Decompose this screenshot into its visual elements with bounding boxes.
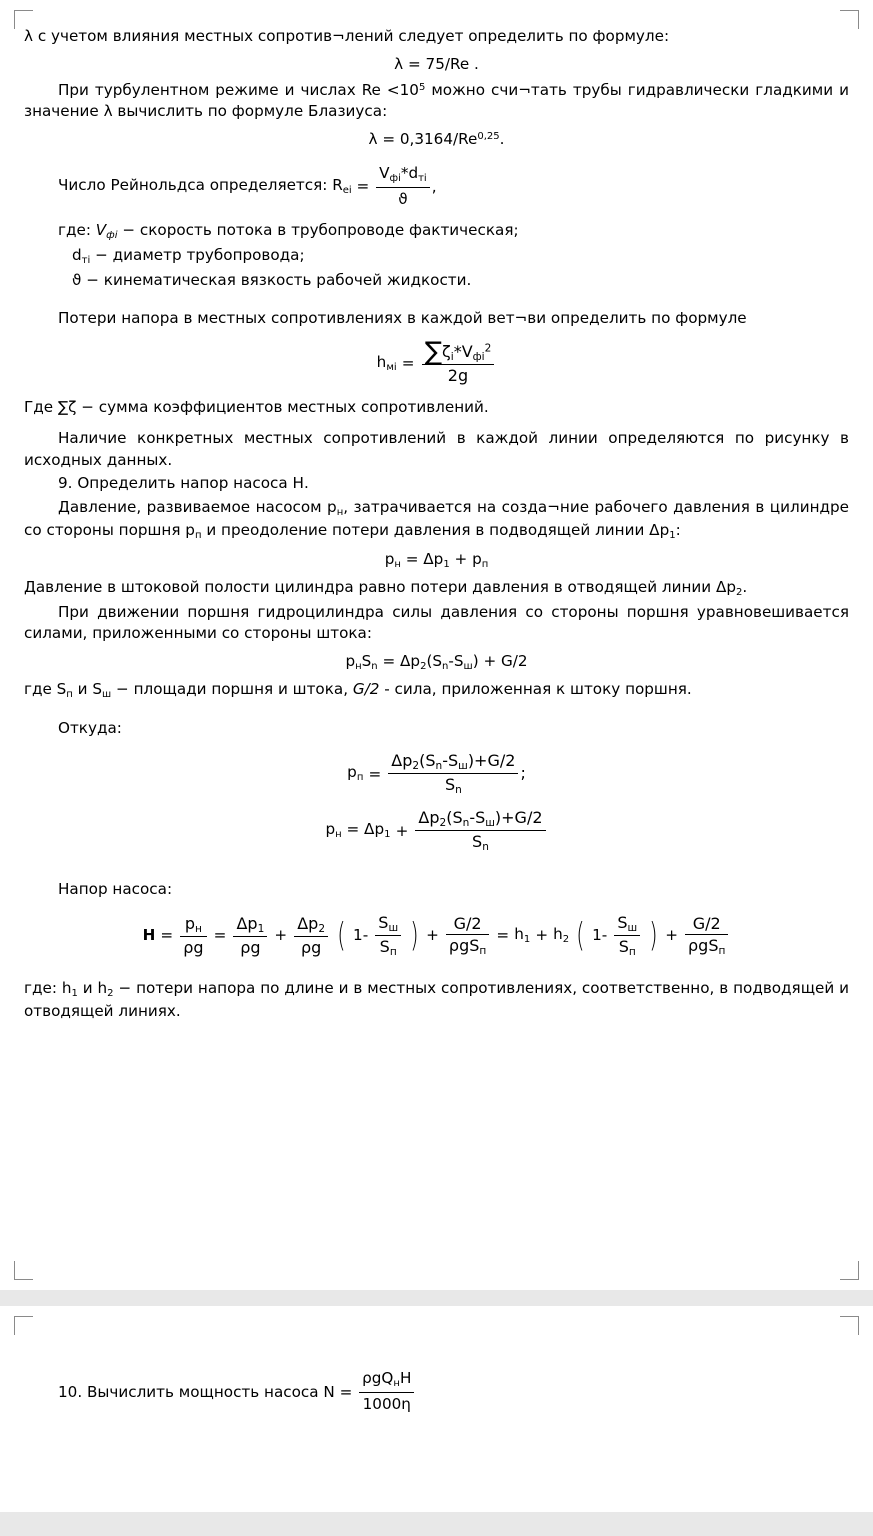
equation-local-losses: $h_{мi}$ = $\frac{\sum\zeta_i*V_{фi}^2}{2g}$ <box>24 342 849 385</box>
sup-exponent-5: 5 <box>418 81 426 93</box>
paren-open-2: ( <box>576 916 585 954</box>
fraction-g2-rhogsp-2: $\frac{G/2}{\rho gS_п}$ <box>685 914 728 957</box>
fraction-pump-power: $\frac{\rho gQ_нH}{1000\eta}$ <box>359 1368 414 1416</box>
fraction-pn-2: $\frac{\Delta p_2(S_n-S_ш)+G/2}{S_n}$ <box>415 808 545 853</box>
paren-close-2: ) <box>649 916 658 954</box>
sup-exponent-025: 0,25 <box>477 130 500 142</box>
paragraph-pump-head-label: Напор насоса: <box>58 880 173 899</box>
fraction-ssh-sp-2: $\frac{S_ш}{S_п}$ <box>614 913 640 958</box>
paragraph-item-10: 10. Вычислить мощность насоса N = $\frac{\rho gQ_нH}{1000\eta}$ <box>24 1368 849 1416</box>
fraction-dp1-rhog: $\frac{\Delta p_1}{\rho g}$ <box>233 914 267 957</box>
paragraph-specific-resistances: Наличие конкретных местных сопротивлений в каждой линии определяются по рисунку в исходных данных. <box>24 429 849 469</box>
paragraph-otkuda: Откуда: <box>58 718 122 737</box>
paragraph-turbulent-mode <box>24 80 849 123</box>
reynolds-label: Число Рейнольдса определяется: $R_{ei}$ <box>58 176 352 196</box>
equation-lambda-75re: λ = 75/Re . <box>394 54 479 73</box>
sigma-symbol: ∑ <box>424 336 443 367</box>
text-turbulent-a: При турбулентном режиме и числах Re <10 <box>58 80 419 99</box>
paragraph-piston-motion: При движении поршня гидроцилиндра силы давления со стороны поршня уравновешивается силами, приложенными со стороны штока: <box>24 602 849 643</box>
crop-mark-bottom-right <box>840 1261 859 1280</box>
paragraph-where-nu: ϑ − кинематическая вязкость рабочей жидкости. <box>72 271 472 290</box>
fraction-reynolds: $\frac{V_{фi}*d_{тi}}{ϑ}$ <box>376 163 430 211</box>
equation-pn-solved: $р_п$ = $\frac{\Delta p_2(S_n-S_ш)+G/2}{S_n}$ ; <box>347 751 526 797</box>
equation-blasius: λ = 0,3164/Re$^{0,25}$. <box>368 129 505 148</box>
head-symbol: H <box>142 926 156 944</box>
fraction-ssh-sp-1: $\frac{S_ш}{S_п}$ <box>375 913 401 958</box>
paragraph-sum-zeta: Где ∑ζ − сумма коэффициентов местных сопротивлений. <box>24 397 489 416</box>
text-turbulent-b: можно счи¬тать трубы гидравлически гладкими и значение λ вычислить по формуле Блазиуса: <box>24 80 849 121</box>
fraction-g2-rhogsp-1: $\frac{G/2}{\rho gS_п}$ <box>446 914 489 957</box>
paren-close-1: ) <box>410 916 419 954</box>
paragraph-h1-h2-note: где: $h_1$ и $h_2$ − потери напора по длине и в местных сопротивлениях, соответственно, в подводящей и отводящей линиях. <box>24 978 849 1020</box>
paragraph-areas-note: где $S_п$ и $S_ш$ − площади поршня и штока, G/2 - сила, приложенная к штоку поршня. <box>24 679 692 700</box>
paragraph-reynolds: Число Рейнольдса определяется: $R_{ei}$ = $\frac{V_{фi}*d_{тi}}{ϑ}$ , <box>24 163 849 211</box>
crop-mark-top-left-p2 <box>14 1316 33 1335</box>
paragraph-rod-cavity: Давление в штоковой полости цилиндра равно потери давления в отводящей линии $\Delta р_2$. <box>24 577 748 598</box>
fraction-hm: $\frac{\sum\zeta_i*V_{фi}^2}{2g}$ <box>422 342 495 385</box>
paragraph-where-label: где: $V_{фi}$ − скорость потока в трубопроводе фактическая; <box>58 221 519 242</box>
fraction-pn-rhog: $\frac{р_н}{\rho g}$ <box>180 914 206 957</box>
equation-force-balance: $р_нS_n = \Delta р_2(S_n-S_ш) + G/2$ <box>345 651 528 672</box>
paragraph-item-9: 9. Определить напор насоса Н. <box>58 474 309 493</box>
crop-mark-bottom-left <box>14 1261 33 1280</box>
crop-mark-top-right-p2 <box>840 1316 859 1335</box>
equation-pn-sum: $р_н = \Delta р_1 + р_п$ <box>384 549 489 570</box>
page-separator <box>0 1290 873 1306</box>
equation-pump-pressure-solved: $р_н = \Delta р_1$ + $\frac{\Delta p_2(S_n-S_ш)+G/2}{S_n}$ <box>24 808 849 853</box>
document-page-2 <box>0 1306 873 1512</box>
paragraph-pump-pressure: Давление, развиваемое насосом $р_н$, затрачивается на созда¬ние рабочего давления в цилиндре со стороны поршня $р_п$ и преодоление потери давления в подводящей линии $\Delta р_1$: <box>24 497 849 541</box>
paragraph-where-d: $d_{тi}$ − диаметр трубопровода; <box>72 246 305 267</box>
paren-open-1: ( <box>337 916 346 954</box>
paragraph-lambda-intro: λ с учетом влияния местных сопротив¬лений следует определить по формуле: <box>24 27 670 45</box>
paragraph-local-losses: Потери напора в местных сопротивлениях в каждой вет¬ви определить по формуле <box>58 308 747 327</box>
fraction-dp2-rhog: $\frac{\Delta p_2}{\rho g}$ <box>294 914 328 957</box>
fraction-pn: $\frac{\Delta p_2(S_n-S_ш)+G/2}{S_n}$ <box>388 751 518 796</box>
equation-pump-head: H = $\frac{р_н}{\rho g}$ = $\frac{\Delta p_1}{\rho g}$ + $\frac{\Delta p_2}{\rho g}$ ( 1- $\frac{S_ш}{S_п}$ ) + $\frac{G/2}{\rho gS_п}$ = $h_1 + h_2$ ( 1- $\frac{S_ш}{S_п}$ ) + $\frac{G/2}{\rho gS_п}$ <box>24 913 849 958</box>
